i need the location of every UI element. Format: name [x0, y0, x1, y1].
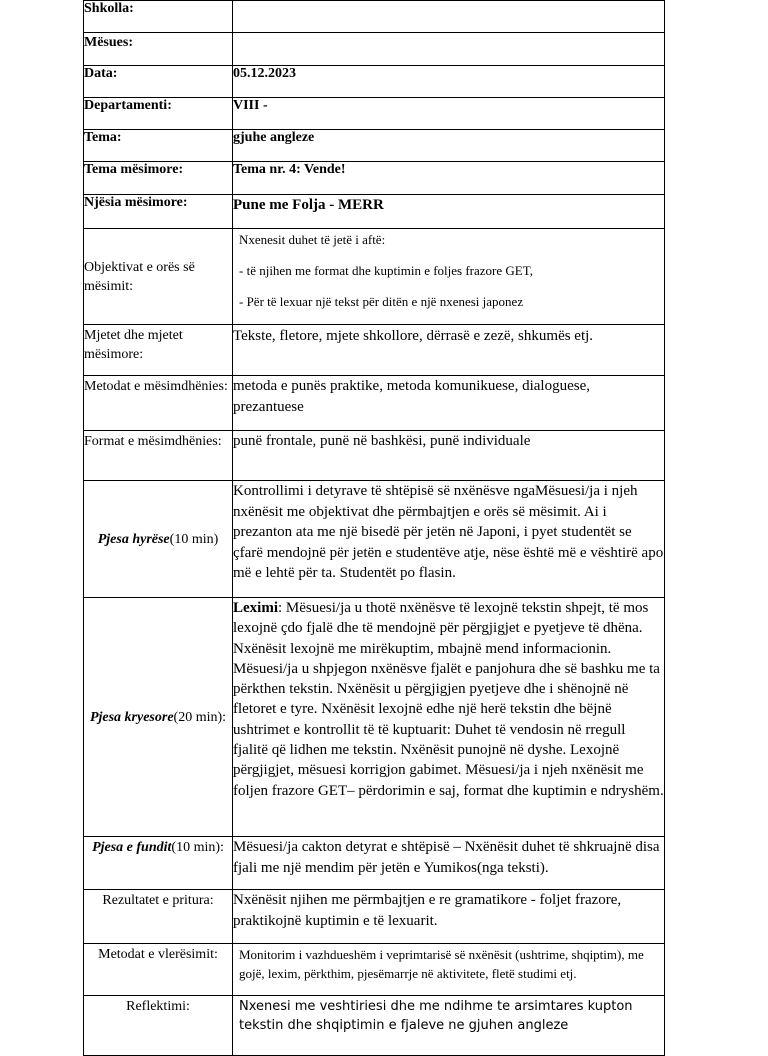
row-formats — [84, 431, 665, 481]
label-department: Departamenti: — [84, 98, 233, 130]
main-part-text: : Mësuesi/ja u thotë nxënësve të lexojnë tekstin shpejt, të mos lexojnë çdo fjalë dhe të mendojnë për përgjigjet e pyetjeve të dhëna. Nxënësit lexojnë me mirëkuptim, mbajnë mend informacionin. Mësuesi/ja u shpjegon nxënësve fjalët e panjohura dhe së bashku me ta përkthen tekstin. Nxënësit u përgjigjen pyetjeve dhe i shënojnë në fletoret e tyre. Nxënësit lexojnë edhe një herë tekstin dhe bëjnë ushtrimet e kontrollit të të kuptuarit: Duhet të vendosin në rregull fjalitë që lidhen me tekstin. Nxënësit punojnë në dyshe. Lexojnë përgjigjet, mësuesi korrigjon gabimet. Mësuesi/ja i njeh nxënësit me foljen frazore GET– përdorimin e saj, format dhe kuptimin e ndryshëm. — [233, 600, 664, 799]
value-methods: metoda e punës praktike, metoda komunikuese, dialoguese, prezantuese — [233, 376, 665, 431]
label-objectives: Objektivat e orës së mësimit: — [84, 229, 233, 325]
value-evaluation: Monitorim i vazhdueshëm i veprimtarisë së nxënësit (ushtrime, shqiptim), me gojë, lexim, përkthim, pjesëmarrje në aktivitete, fletë studimi etj. — [233, 944, 665, 996]
label-tools: Mjetet dhe mjetet mësimore: — [84, 325, 233, 376]
value-lesson-topic: Tema nr. 4: Vende! — [233, 162, 665, 195]
intro-part-duration: (10 min) — [169, 531, 219, 547]
value-intro-part: Kontrollimi i detyrave të shtëpisë së nxënësve ngaMësuesi/ja i njeh nxënësit me objektivat dhe përmbajtjen e orës së mësimit. Ai i prezanton ata me një bisedë për jetën në Japoni, i pyet studentët se çfarë mendojnë për jetën e studentëve atje, nëse është më e vështirë apo më e lehtë për ta. Studentët po flasin. — [233, 481, 665, 598]
label-reflection: Reflektimi: — [84, 996, 233, 1056]
label-methods: Metodat e mësimdhënies: — [84, 376, 233, 431]
label-subject: Tema: — [84, 130, 233, 162]
value-formats: punë frontale, punë në bashkësi, punë individuale — [233, 431, 665, 481]
main-part-title: Pjesa kryesore — [89, 709, 174, 725]
row-results — [84, 890, 665, 944]
row-subject — [84, 130, 665, 162]
value-results: Nxënësit njihen me përmbajtjen e re gramatikore - foljet frazore, praktikojnë kuptimin e të lexuarit. — [233, 890, 665, 944]
objective-item: - të njihen me format dhe kuptimin e foljes frazore GET, — [239, 263, 533, 278]
intro-part-title: Pjesa hyrëse — [97, 531, 170, 547]
row-tools — [84, 325, 665, 376]
row-final-part — [84, 837, 665, 890]
label-teacher: Mësues: — [84, 33, 233, 66]
row-main-part — [84, 598, 665, 837]
label-school: Shkolla: — [84, 1, 233, 33]
value-school — [233, 1, 665, 33]
value-objectives — [233, 229, 665, 325]
objectives-intro: Nxenesit duhet të jetë i aftë: — [239, 232, 386, 247]
final-part-duration: (10 min): — [171, 840, 224, 855]
value-date: 05.12.2023 — [233, 66, 665, 98]
label-date: Data: — [84, 66, 233, 98]
row-department — [84, 98, 665, 130]
final-part-title: Pjesa e fundit — [92, 840, 172, 855]
value-teacher — [233, 33, 665, 66]
main-part-lead: Leximi — [233, 600, 278, 616]
value-department: VIII - — [233, 98, 665, 130]
row-lesson-topic — [84, 162, 665, 195]
row-lesson-unit — [84, 195, 665, 229]
objective-item: - Për të lexuar një tekst për ditën e një nxenesi japonez — [239, 294, 524, 309]
lesson-plan-table — [83, 0, 665, 1056]
value-final-part: Mësuesi/ja cakton detyrat e shtëpisë – Nxënësit duhet të shkruajnë disa fjali me një mendim për jetën e Yumikos(nga teksti). — [233, 837, 665, 890]
value-main-part — [233, 598, 665, 837]
row-teacher — [84, 33, 665, 66]
label-lesson-topic: Tema mësimore: — [84, 162, 233, 195]
label-evaluation: Metodat e vlerësimit: — [84, 944, 233, 996]
main-part-duration: (20 min): — [173, 709, 227, 725]
value-lesson-unit: Pune me Folja - MERR — [233, 195, 665, 229]
row-school — [84, 1, 665, 33]
value-subject: gjuhe angleze — [233, 130, 665, 162]
label-results: Rezultatet e pritura: — [84, 890, 233, 944]
row-objectives — [84, 229, 665, 325]
label-final-part — [84, 837, 233, 890]
label-main-part — [84, 598, 233, 837]
label-lesson-unit: Njësia mësimore: — [84, 195, 233, 229]
label-formats: Format e mësimdhënies: — [84, 431, 233, 481]
label-intro-part — [84, 481, 233, 598]
row-date — [84, 66, 665, 98]
row-evaluation — [84, 944, 665, 996]
row-intro-part — [84, 481, 665, 598]
row-methods — [84, 376, 665, 431]
row-reflection — [84, 996, 665, 1056]
value-tools: Tekste, fletore, mjete shkollore, dërrasë e zezë, shkumës etj. — [233, 325, 665, 376]
value-reflection: Nxenesi me veshtiriesi dhe me ndihme te arsimtares kupton tekstin dhe shqiptimin e fjaleve ne gjuhen angleze — [233, 996, 665, 1056]
